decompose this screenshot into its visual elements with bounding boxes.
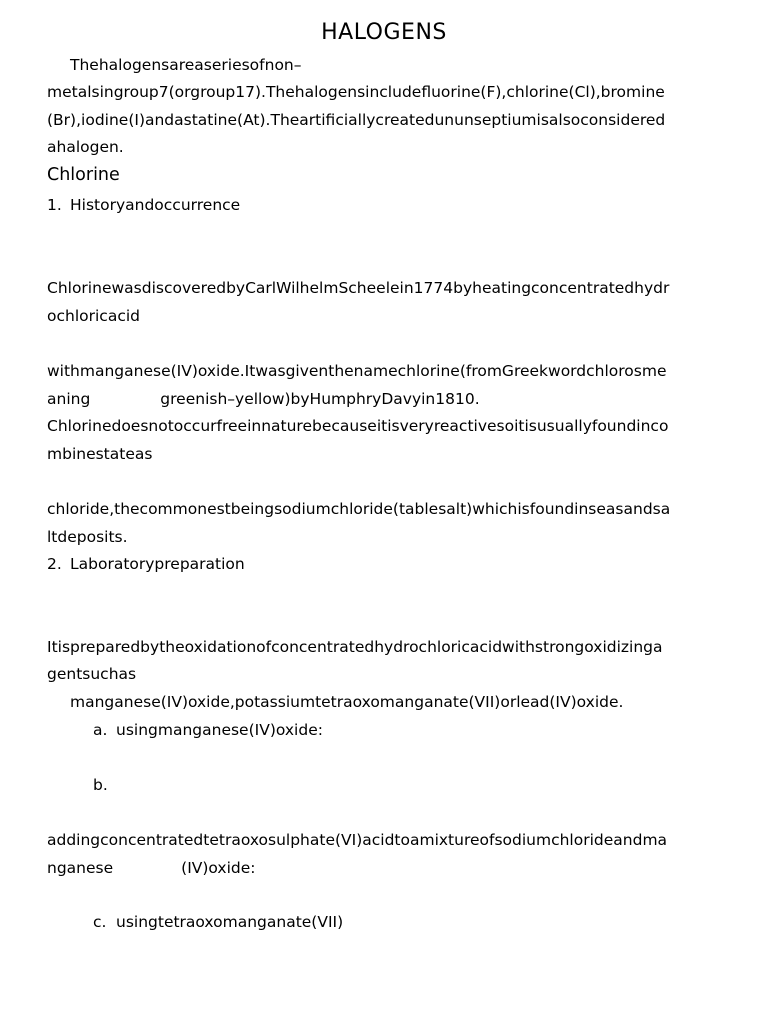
sub-item-b-text-line-2 [47, 858, 256, 878]
list-item-2-number: 2. [47, 555, 62, 573]
sub-item-c-label: usingtetraoxomanganate(VII) [116, 913, 344, 931]
list-item-1 [47, 195, 240, 215]
history-para-3-line-1: chloride,thecommonestbeingsodiumchloride(tablesalt)whichisfoundinseasandsa [47, 500, 671, 518]
section-heading: Chlorine [47, 165, 120, 185]
history-para-2-line-1: withmanganese(IV)oxide.Itwasgiventhenamechlorine(fromGreekwordchlorosme [47, 362, 667, 380]
history-para-2-line-2-start: aning [47, 390, 91, 408]
document-title: HALOGENS [321, 20, 447, 45]
lab-line-3: manganese(IV)oxide,potassiumtetraoxomanganate(VII)orlead(IV)oxide. [70, 693, 624, 711]
intro-line-2: metalsingroup7(orgroup17).Thehalogensincludefluorine(F),chlorine(Cl),bromine [47, 83, 665, 101]
sub-item-c-letter: c. [93, 913, 107, 931]
intro-line-1: Thehalogensareaseriesofnon– [70, 56, 302, 74]
sub-item-b-text-line-2-start: nganese [47, 859, 114, 877]
list-item-1-label: Historyandoccurrence [70, 196, 241, 214]
history-para-1-line-2: ochloricacid [47, 307, 140, 325]
sub-item-b-text-line-1: addingconcentratedtetraoxosulphate(VI)acidtoamixtureofsodiumchlorideandma [47, 831, 668, 849]
sub-item-b-text-line-2-end: (IV)oxide: [181, 859, 256, 877]
sub-item-b-letter: b. [93, 776, 108, 794]
history-para-3-line-2: ltdeposits. [47, 528, 128, 546]
intro-line-3: (Br),iodine(I)andastatine(At).Theartificiallycreatedununseptiumisalsoconsidered [47, 111, 666, 129]
history-para-2-line-2-end: greenish–yellow)byHumphryDavyin1810. [160, 390, 480, 408]
list-item-2 [47, 554, 245, 574]
history-para-1-line-1: ChlorinewasdiscoveredbyCarlWilhelmScheelein1774byheatingconcentratedhydr [47, 279, 670, 297]
history-para-2-line-4: mbinestateas [47, 445, 153, 463]
sub-item-a [93, 720, 323, 740]
list-item-2-label: Laboratorypreparation [70, 555, 245, 573]
list-item-1-number: 1. [47, 196, 62, 214]
lab-line-2: gentsuchas [47, 665, 137, 683]
history-para-2-line-2 [47, 389, 480, 409]
sub-item-a-label: usingmanganese(IV)oxide: [116, 721, 323, 739]
history-para-2-line-3: Chlorinedoesnotoccurfreeinnaturebecauseitisveryreactivesoitisusuallyfoundinco [47, 417, 669, 435]
sub-item-b [93, 775, 116, 795]
intro-line-4: ahalogen. [47, 138, 124, 156]
sub-item-a-letter: a. [93, 721, 108, 739]
lab-line-1: Itispreparedbytheoxidationofconcentratedhydrochloricacidwithstrongoxidizinga [47, 638, 663, 656]
sub-item-c [93, 912, 343, 932]
